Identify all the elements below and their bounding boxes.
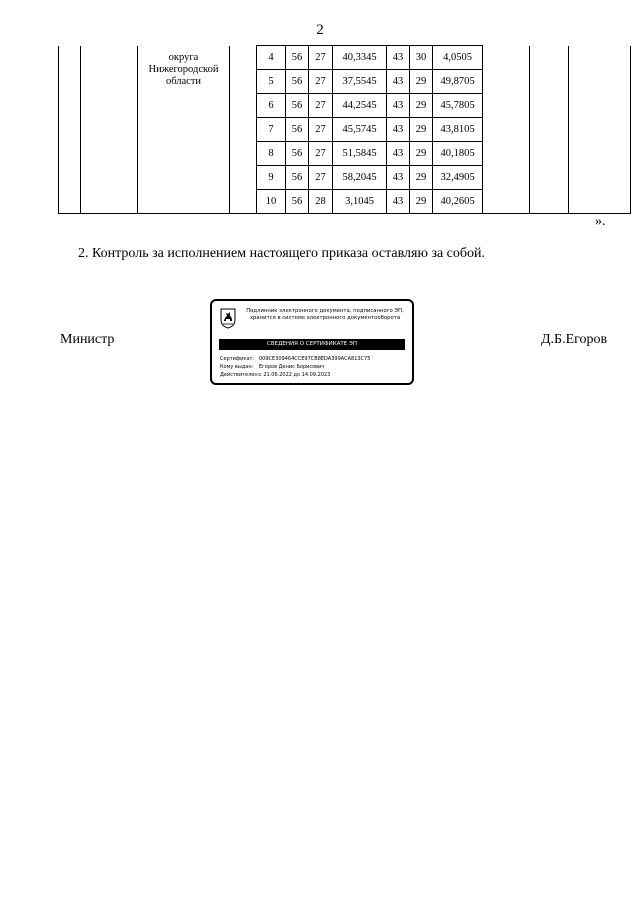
table-cell: 27 (309, 142, 333, 166)
electronic-signature-stamp (210, 299, 414, 385)
table-cell: 45,5745 (333, 118, 387, 142)
table-cell: 45,7805 (433, 94, 483, 118)
certificate-value: 009CE309464CCE97CB8EDA399ACA813C75 (259, 356, 371, 362)
table-cell: 29 (410, 118, 433, 142)
stamp-note: Подлинник электронного документа, подписанного ЭП, хранится в системе электронного документооборота (246, 308, 404, 321)
table-cell: 40,1805 (433, 142, 483, 166)
validity-label: Действителен: (220, 372, 260, 378)
page-number: 2 (316, 22, 324, 38)
table-cell: 49,8705 (433, 70, 483, 94)
validity-line (220, 372, 330, 378)
table-cell: 29 (410, 166, 433, 190)
table-cell: 43 (387, 70, 410, 94)
table-cell: 40,2605 (433, 190, 483, 214)
table-cell: 56 (286, 166, 309, 190)
empty-cell-12 (483, 46, 530, 214)
table-cell: 43,8105 (433, 118, 483, 142)
table-cell: 58,2045 (333, 166, 387, 190)
table-cell: 56 (286, 94, 309, 118)
table-cell: 27 (309, 118, 333, 142)
table-cell: 51,5845 (333, 142, 387, 166)
signatory-name: Д.Б.Егоров (541, 332, 608, 347)
table-cell: 6 (257, 94, 286, 118)
issued-to-label: Кому выдан: (220, 364, 254, 370)
table-cell: 27 (309, 94, 333, 118)
certificate-line (220, 356, 370, 362)
table-cell: 5 (257, 70, 286, 94)
stamp-header: СВЕДЕНИЯ О СЕРТИФИКАТЕ ЭП (219, 339, 405, 350)
table-cell: 29 (410, 94, 433, 118)
table-cell: 3,1045 (333, 190, 387, 214)
empty-cell-2 (81, 46, 138, 214)
table-cell: 44,2545 (333, 94, 387, 118)
table-cell: 56 (286, 142, 309, 166)
table-cell: 27 (309, 70, 333, 94)
table-cell: 30 (410, 46, 433, 70)
table-cell: 29 (410, 190, 433, 214)
table-cell: 28 (309, 190, 333, 214)
closing-quote: ». (595, 214, 606, 229)
empty-cell-1 (59, 46, 81, 214)
table-cell: 43 (387, 142, 410, 166)
empty-cell-13 (530, 46, 569, 214)
order-paragraph: 2. Контроль за исполнением настоящего приказа оставляю за собой. (78, 246, 486, 261)
table-cell: 9 (257, 166, 286, 190)
table-cell: 8 (257, 142, 286, 166)
certificate-label: Сертификат: (220, 356, 255, 362)
table-cell: 32,4905 (433, 166, 483, 190)
table-cell: 43 (387, 118, 410, 142)
table-cell: 29 (410, 70, 433, 94)
table-row (59, 46, 631, 70)
table-cell: 56 (286, 70, 309, 94)
issued-to-value: Егоров Денис Борисович (259, 364, 325, 370)
issued-to-line (220, 364, 324, 370)
validity-value: с 21.06.2022 до 14.09.2023 (259, 372, 331, 378)
empty-cell-14 (569, 46, 631, 214)
coat-of-arms-icon (220, 308, 236, 329)
table-cell: 27 (309, 166, 333, 190)
table-cell: 29 (410, 142, 433, 166)
table-cell: 40,3345 (333, 46, 387, 70)
table-cell: 7 (257, 118, 286, 142)
coordinates-table (58, 45, 631, 214)
signatory-position: Министр (60, 332, 115, 347)
table-cell: 56 (286, 190, 309, 214)
table-cell: 43 (387, 94, 410, 118)
table-cell: 4 (257, 46, 286, 70)
area-cell: округа Нижегородской области (138, 46, 230, 214)
table-cell: 43 (387, 190, 410, 214)
table-cell: 56 (286, 46, 309, 70)
empty-cell-4 (230, 46, 257, 214)
table-cell: 56 (286, 118, 309, 142)
table-cell: 10 (257, 190, 286, 214)
table-cell: 37,5545 (333, 70, 387, 94)
table-cell: 4,0505 (433, 46, 483, 70)
table-cell: 27 (309, 46, 333, 70)
table-cell: 43 (387, 166, 410, 190)
table-cell: 43 (387, 46, 410, 70)
